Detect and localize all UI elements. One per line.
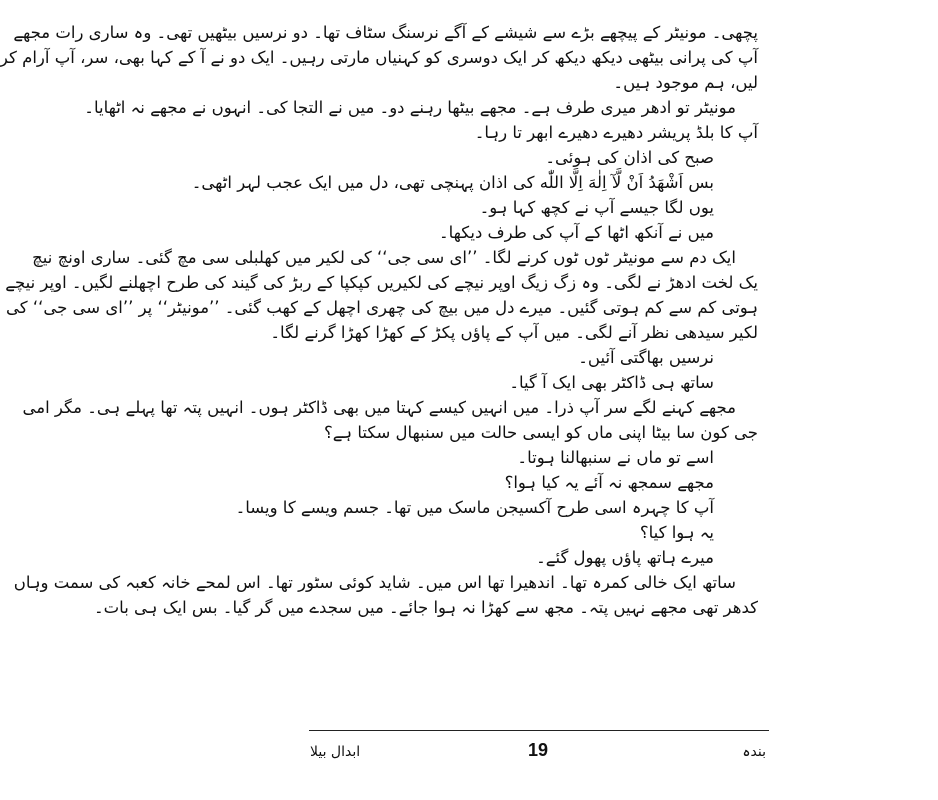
text-line: پچھی۔ مونیٹر کے پیچھے بڑے سے شیشے کے آگے نرسنگ سٹاف تھا۔ دو نرسیں بیٹھیں تھی۔ وہ ساری رات مجھے	[13, 23, 758, 42]
text-line: میرے ہاتھ پاؤں پھول گئے۔	[536, 548, 714, 567]
text-line: ساتھ ہی ڈاکٹر بھی ایک آ گیا۔	[509, 373, 714, 392]
text-line: ہوتی کم سے کم ہوتی گئیں۔ میرے دل میں بیچ کی چھری اچھل کے کھب گئی۔ ’’مونیٹر‘‘ پر ’’ای سی جی‘‘ کی	[5, 298, 758, 317]
text-line: لیں، ہم موجود ہیں۔	[613, 73, 758, 92]
text-line: مونیٹر تو ادھر میری طرف ہے۔ مجھے بیٹھا رہنے دو۔ میں نے التجا کی۔ انہوں نے مجھے نہ اٹھایا۔	[84, 98, 736, 117]
text-line: آپ کی پرانی بیٹھی دیکھ دیکھ کر ایک دوسری کو کہنیاں مارتی رہیں۔ ایک دو نے آ کے کہا بھی، سر، آپ آرام کر	[0, 48, 758, 67]
footer-book-title: بندہ	[742, 744, 766, 760]
text-line: آپ کا بلڈ پریشر دھیرے دھیرے ابھر تا رہا۔	[474, 123, 758, 142]
text-line: مجھے سمجھ نہ آئے یہ کیا ہوا؟	[504, 473, 714, 492]
footer-author: ابدال بیلا	[310, 744, 361, 760]
text-line: جی کون سا بیٹا اپنی ماں کو ایسی حالت میں سنبھال سکتا ہے؟	[323, 423, 758, 442]
text-line: نرسیں بھاگتی آئیں۔	[578, 348, 714, 367]
text-line: صبح کی اذان کی ہوئی۔	[545, 148, 714, 167]
text-line: آپ کا چہرہ اسی طرح آکسیجن ماسک میں تھا۔ جسم ویسے کا ویسا۔	[235, 498, 714, 517]
text-line: اسے تو ماں نے سنبھالنا ہوتا۔	[517, 448, 714, 467]
page-number: 19	[527, 740, 549, 760]
footer-divider	[309, 730, 769, 731]
text-line: ایک دم سے مونیٹر ٹوں ٹوں کرنے لگا۔ ’’ای سی جی‘‘ کی لکیر میں کھلبلی سی مچ گئی۔ ساری اونچ نیچ	[32, 248, 736, 267]
text-line: ساتھ ایک خالی کمرہ تھا۔ اندھیرا تھا اس میں۔ شاید کوئی سٹور تھا۔ اس لمحے خانہ کعبہ کی سمت وہاں	[13, 573, 736, 592]
text-line: کدھر تھی مجھے نہیں پتہ۔ مجھ سے کھڑا نہ ہوا جائے۔ میں سجدے میں گر گیا۔ بس ایک ہی بات۔	[93, 598, 758, 617]
text-line: یہ ہوا کیا؟	[639, 523, 714, 542]
text-line: یک لخت ادھڑ نے لگی۔ وہ زگ زیگ اوپر نیچے کی لکیریں کپکپا کے ربڑ کی گیند کی طرح اچھلنے لگیں۔ اوپر نیچے	[5, 273, 758, 292]
text-line: میں نے آنکھ اٹھا کے آپ کی طرف دیکھا۔	[438, 223, 714, 242]
body-text	[0, 20, 758, 620]
text-line: یوں لگا جیسے آپ نے کچھ کہا ہو۔	[479, 198, 714, 217]
text-line: بس اَشْھَدُ اَنْ لَّآ اِلٰهَ اِلَّا اللّٰه کی اذان پہنچی تھی، دل میں ایک عجب لہر اٹھی۔	[191, 173, 714, 192]
text-line: لکیر سیدھی نظر آنے لگی۔ میں آپ کے پاؤں پکڑ کے کھڑا کھڑا گرنے لگا۔	[270, 323, 758, 342]
text-line: مجھے کہنے لگے سر آپ ذرا۔ میں انہیں کیسے کہتا میں بھی ڈاکٹر ہوں۔ انہیں پتہ تھا پہلے ہی۔ مگر امی	[22, 398, 736, 417]
